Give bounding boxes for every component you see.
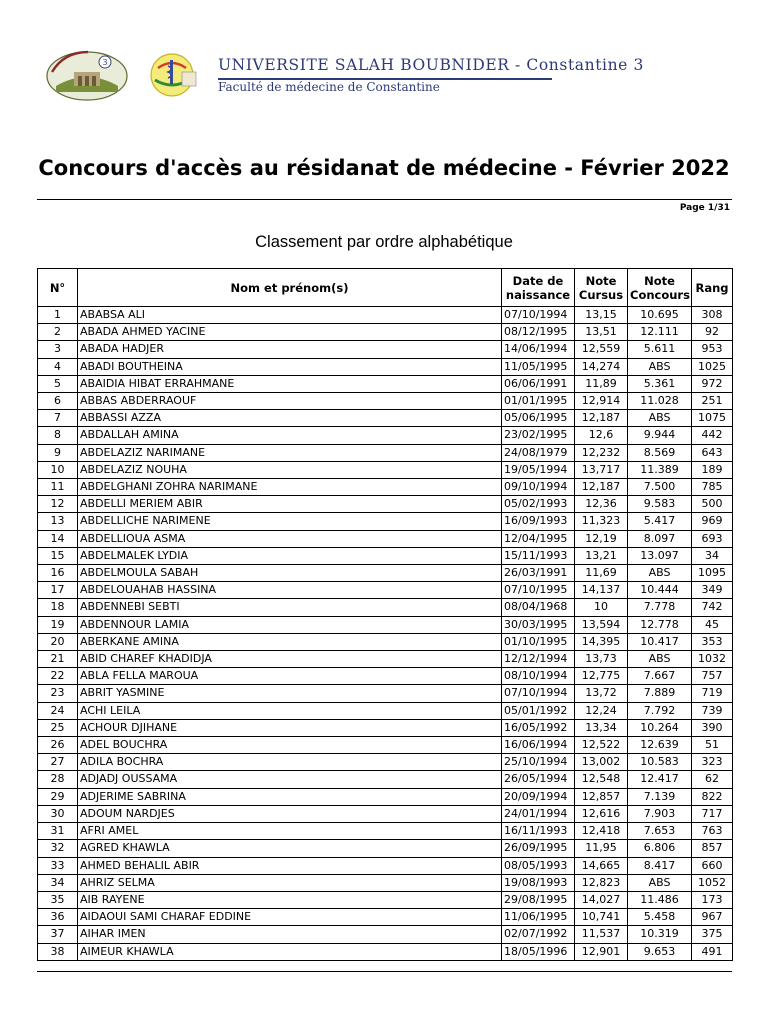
note-concours: 11.389 xyxy=(628,461,692,478)
faculty-logo xyxy=(146,50,202,100)
col-header-cursus: Note Cursus xyxy=(575,269,628,307)
rank: 500 xyxy=(692,496,733,513)
col-header-rank: Rang xyxy=(692,269,733,307)
col-header-number: N° xyxy=(38,269,78,307)
table-row xyxy=(38,909,733,926)
document-header xyxy=(40,44,730,104)
note-concours: 7.903 xyxy=(628,805,692,822)
birth-date: 11/05/1995 xyxy=(502,358,575,375)
rank: 1052 xyxy=(692,874,733,891)
birth-date: 14/06/1994 xyxy=(502,341,575,358)
row-number: 33 xyxy=(38,857,78,874)
note-concours: 12.417 xyxy=(628,771,692,788)
row-number: 16 xyxy=(38,565,78,582)
note-cursus: 12,548 xyxy=(575,771,628,788)
candidate-name: ABRIT YASMINE xyxy=(78,685,502,702)
note-cursus: 12,914 xyxy=(575,393,628,410)
note-concours: ABS xyxy=(628,651,692,668)
table-row xyxy=(38,926,733,943)
candidate-name: AHRIZ SELMA xyxy=(78,874,502,891)
table-row xyxy=(38,324,733,341)
col-header-birthdate: Date de naissance xyxy=(502,269,575,307)
birth-date: 05/01/1992 xyxy=(502,702,575,719)
candidate-name: ABADA HADJER xyxy=(78,341,502,358)
table-row xyxy=(38,719,733,736)
col-header-concours: Note Concours xyxy=(628,269,692,307)
table-row xyxy=(38,840,733,857)
note-concours: 12.778 xyxy=(628,616,692,633)
birth-date: 23/02/1995 xyxy=(502,427,575,444)
candidate-name: ABDELOUAHAB HASSINA xyxy=(78,582,502,599)
rank: 953 xyxy=(692,341,733,358)
candidate-name: ACHI LEILA xyxy=(78,702,502,719)
table-row xyxy=(38,616,733,633)
candidate-name: AHMED BEHALIL ABIR xyxy=(78,857,502,874)
candidate-name: AIB RAYENE xyxy=(78,891,502,908)
candidate-name: ADJERIME SABRINA xyxy=(78,788,502,805)
row-number: 8 xyxy=(38,427,78,444)
table-row xyxy=(38,341,733,358)
candidate-name: ABDELMOULA SABAH xyxy=(78,565,502,582)
candidate-name: ABDELAZIZ NARIMANE xyxy=(78,444,502,461)
rank: 173 xyxy=(692,891,733,908)
table-row xyxy=(38,427,733,444)
row-number: 36 xyxy=(38,909,78,926)
rank: 442 xyxy=(692,427,733,444)
note-concours: ABS xyxy=(628,358,692,375)
table-row xyxy=(38,393,733,410)
row-number: 31 xyxy=(38,823,78,840)
note-cursus: 14,274 xyxy=(575,358,628,375)
note-cursus: 14,665 xyxy=(575,857,628,874)
note-concours: 5.361 xyxy=(628,375,692,392)
note-concours: ABS xyxy=(628,565,692,582)
birth-date: 08/12/1995 xyxy=(502,324,575,341)
table-row xyxy=(38,530,733,547)
rank: 34 xyxy=(692,547,733,564)
candidate-name: ABABSA ALI xyxy=(78,307,502,324)
table-row xyxy=(38,823,733,840)
candidate-name: ABADI BOUTHEINA xyxy=(78,358,502,375)
birth-date: 15/11/1993 xyxy=(502,547,575,564)
row-number: 29 xyxy=(38,788,78,805)
birth-date: 07/10/1995 xyxy=(502,582,575,599)
note-cursus: 12,6 xyxy=(575,427,628,444)
table-row xyxy=(38,874,733,891)
note-cursus: 13,21 xyxy=(575,547,628,564)
note-cursus: 13,717 xyxy=(575,461,628,478)
table-row xyxy=(38,582,733,599)
rank: 323 xyxy=(692,754,733,771)
table-row xyxy=(38,479,733,496)
table-row xyxy=(38,444,733,461)
note-cursus: 14,395 xyxy=(575,633,628,650)
note-concours: 7.778 xyxy=(628,599,692,616)
note-concours: 7.139 xyxy=(628,788,692,805)
note-cursus: 12,24 xyxy=(575,702,628,719)
row-number: 6 xyxy=(38,393,78,410)
table-row xyxy=(38,633,733,650)
note-cursus: 12,187 xyxy=(575,479,628,496)
note-cursus: 11,69 xyxy=(575,565,628,582)
table-row xyxy=(38,668,733,685)
page-number: Page 1/31 xyxy=(679,203,730,213)
rank: 189 xyxy=(692,461,733,478)
rank: 693 xyxy=(692,530,733,547)
birth-date: 26/09/1995 xyxy=(502,840,575,857)
candidate-name: ABDELLICHE NARIMENE xyxy=(78,513,502,530)
table-row xyxy=(38,358,733,375)
rank: 739 xyxy=(692,702,733,719)
birth-date: 05/06/1995 xyxy=(502,410,575,427)
birth-date: 12/04/1995 xyxy=(502,530,575,547)
birth-date: 24/01/1994 xyxy=(502,805,575,822)
document-subtitle: Classement par ordre alphabétique xyxy=(255,233,513,251)
candidate-name: ADOUM NARDJES xyxy=(78,805,502,822)
note-cursus: 13,51 xyxy=(575,324,628,341)
note-concours: 5.458 xyxy=(628,909,692,926)
rank: 969 xyxy=(692,513,733,530)
svg-text:3: 3 xyxy=(102,58,108,67)
row-number: 22 xyxy=(38,668,78,685)
birth-date: 11/06/1995 xyxy=(502,909,575,926)
row-number: 21 xyxy=(38,651,78,668)
birth-date: 02/07/1992 xyxy=(502,926,575,943)
note-cursus: 12,522 xyxy=(575,737,628,754)
table-row xyxy=(38,461,733,478)
note-cursus: 11,323 xyxy=(575,513,628,530)
row-number: 9 xyxy=(38,444,78,461)
candidate-name: ACHOUR DJIHANE xyxy=(78,719,502,736)
rank: 62 xyxy=(692,771,733,788)
rank: 763 xyxy=(692,823,733,840)
candidate-name: ABERKANE AMINA xyxy=(78,633,502,650)
row-number: 1 xyxy=(38,307,78,324)
row-number: 14 xyxy=(38,530,78,547)
row-number: 25 xyxy=(38,719,78,736)
row-number: 27 xyxy=(38,754,78,771)
note-concours: 8.417 xyxy=(628,857,692,874)
note-concours: 10.695 xyxy=(628,307,692,324)
rank: 45 xyxy=(692,616,733,633)
birth-date: 01/10/1995 xyxy=(502,633,575,650)
candidate-name: ABDALLAH AMINA xyxy=(78,427,502,444)
row-number: 3 xyxy=(38,341,78,358)
rank: 349 xyxy=(692,582,733,599)
birth-date: 24/08/1979 xyxy=(502,444,575,461)
row-number: 10 xyxy=(38,461,78,478)
note-cursus: 13,34 xyxy=(575,719,628,736)
faculty-name: Faculté de médecine de Constantine xyxy=(218,80,440,94)
table-row xyxy=(38,496,733,513)
birth-date: 08/04/1968 xyxy=(502,599,575,616)
note-concours: 9.653 xyxy=(628,943,692,960)
table-row xyxy=(38,943,733,960)
row-number: 15 xyxy=(38,547,78,564)
university-name: UNIVERSITE SALAH BOUBNIDER - Constantine 3 xyxy=(218,56,644,74)
note-concours: 5.611 xyxy=(628,341,692,358)
row-number: 28 xyxy=(38,771,78,788)
rank: 92 xyxy=(692,324,733,341)
note-cursus: 11,89 xyxy=(575,375,628,392)
note-concours: 12.639 xyxy=(628,737,692,754)
col-header-name: Nom et prénom(s) xyxy=(78,269,502,307)
note-concours: 13.097 xyxy=(628,547,692,564)
row-number: 18 xyxy=(38,599,78,616)
row-number: 32 xyxy=(38,840,78,857)
title-divider xyxy=(37,199,732,200)
row-number: 12 xyxy=(38,496,78,513)
note-cursus: 10,741 xyxy=(575,909,628,926)
note-concours: 7.500 xyxy=(628,479,692,496)
note-cursus: 12,36 xyxy=(575,496,628,513)
birth-date: 20/09/1994 xyxy=(502,788,575,805)
note-cursus: 12,775 xyxy=(575,668,628,685)
row-number: 23 xyxy=(38,685,78,702)
candidate-name: AIHAR IMEN xyxy=(78,926,502,943)
rank: 822 xyxy=(692,788,733,805)
row-number: 19 xyxy=(38,616,78,633)
table-header-row xyxy=(38,269,733,307)
note-cursus: 12,559 xyxy=(575,341,628,358)
row-number: 4 xyxy=(38,358,78,375)
note-concours: 7.667 xyxy=(628,668,692,685)
candidate-name: ABDELGHANI ZOHRA NARIMANE xyxy=(78,479,502,496)
note-cursus: 12,19 xyxy=(575,530,628,547)
note-concours: 10.264 xyxy=(628,719,692,736)
table-row xyxy=(38,805,733,822)
table-row xyxy=(38,737,733,754)
table-row xyxy=(38,754,733,771)
row-number: 7 xyxy=(38,410,78,427)
birth-date: 07/10/1994 xyxy=(502,685,575,702)
table-row xyxy=(38,771,733,788)
birth-date: 07/10/1994 xyxy=(502,307,575,324)
birth-date: 26/05/1994 xyxy=(502,771,575,788)
row-number: 38 xyxy=(38,943,78,960)
rank: 972 xyxy=(692,375,733,392)
birth-date: 16/06/1994 xyxy=(502,737,575,754)
rank: 390 xyxy=(692,719,733,736)
note-concours: 9.583 xyxy=(628,496,692,513)
note-concours: 8.569 xyxy=(628,444,692,461)
note-cursus: 12,901 xyxy=(575,943,628,960)
birth-date: 01/01/1995 xyxy=(502,393,575,410)
note-cursus: 13,15 xyxy=(575,307,628,324)
table-row xyxy=(38,547,733,564)
table-row xyxy=(38,410,733,427)
rank: 491 xyxy=(692,943,733,960)
birth-date: 16/09/1993 xyxy=(502,513,575,530)
row-number: 34 xyxy=(38,874,78,891)
birth-date: 09/10/1994 xyxy=(502,479,575,496)
rank: 857 xyxy=(692,840,733,857)
note-concours: 9.944 xyxy=(628,427,692,444)
note-concours: 5.417 xyxy=(628,513,692,530)
rank: 353 xyxy=(692,633,733,650)
candidate-name: AIMEUR KHAWLA xyxy=(78,943,502,960)
row-number: 30 xyxy=(38,805,78,822)
birth-date: 29/08/1995 xyxy=(502,891,575,908)
note-cursus: 11,95 xyxy=(575,840,628,857)
table-row xyxy=(38,788,733,805)
table-row xyxy=(38,651,733,668)
rank: 1095 xyxy=(692,565,733,582)
note-concours: 12.111 xyxy=(628,324,692,341)
candidate-name: ABLA FELLA MAROUA xyxy=(78,668,502,685)
candidate-name: ADJADJ OUSSAMA xyxy=(78,771,502,788)
rank: 757 xyxy=(692,668,733,685)
rank: 742 xyxy=(692,599,733,616)
table-row xyxy=(38,857,733,874)
ranking-table xyxy=(37,268,733,961)
birth-date: 25/10/1994 xyxy=(502,754,575,771)
university-seal-logo xyxy=(44,46,130,102)
table-row xyxy=(38,307,733,324)
note-cursus: 14,137 xyxy=(575,582,628,599)
note-concours: 10.583 xyxy=(628,754,692,771)
note-cursus: 13,594 xyxy=(575,616,628,633)
table-row xyxy=(38,375,733,392)
rank: 308 xyxy=(692,307,733,324)
row-number: 26 xyxy=(38,737,78,754)
birth-date: 16/11/1993 xyxy=(502,823,575,840)
candidate-name: ABID CHAREF KHADIDJA xyxy=(78,651,502,668)
candidate-name: AGRED KHAWLA xyxy=(78,840,502,857)
rank: 967 xyxy=(692,909,733,926)
candidate-name: ABDENNEBI SEBTI xyxy=(78,599,502,616)
table-row xyxy=(38,513,733,530)
table-row xyxy=(38,891,733,908)
birth-date: 19/08/1993 xyxy=(502,874,575,891)
birth-date: 08/05/1993 xyxy=(502,857,575,874)
note-concours: 6.806 xyxy=(628,840,692,857)
table-row xyxy=(38,685,733,702)
note-cursus: 12,823 xyxy=(575,874,628,891)
rank: 643 xyxy=(692,444,733,461)
row-number: 11 xyxy=(38,479,78,496)
candidate-name: ABBASSI AZZA xyxy=(78,410,502,427)
rank: 717 xyxy=(692,805,733,822)
rank: 785 xyxy=(692,479,733,496)
note-concours: 7.653 xyxy=(628,823,692,840)
note-cursus: 12,616 xyxy=(575,805,628,822)
birth-date: 26/03/1991 xyxy=(502,565,575,582)
birth-date: 06/06/1991 xyxy=(502,375,575,392)
rank: 1032 xyxy=(692,651,733,668)
candidate-name: ADEL BOUCHRA xyxy=(78,737,502,754)
note-cursus: 12,232 xyxy=(575,444,628,461)
candidate-name: AFRI AMEL xyxy=(78,823,502,840)
note-cursus: 13,72 xyxy=(575,685,628,702)
rank: 1025 xyxy=(692,358,733,375)
note-cursus: 12,187 xyxy=(575,410,628,427)
candidate-name: ABDELLIOUA ASMA xyxy=(78,530,502,547)
table-row xyxy=(38,702,733,719)
birth-date: 08/10/1994 xyxy=(502,668,575,685)
row-number: 37 xyxy=(38,926,78,943)
birth-date: 12/12/1994 xyxy=(502,651,575,668)
birth-date: 18/05/1996 xyxy=(502,943,575,960)
candidate-name: AIDAOUI SAMI CHARAF EDDINE xyxy=(78,909,502,926)
candidate-name: ABDELMALEK LYDIA xyxy=(78,547,502,564)
note-concours: ABS xyxy=(628,410,692,427)
footer-divider xyxy=(37,971,732,972)
candidate-name: ABDELAZIZ NOUHA xyxy=(78,461,502,478)
birth-date: 05/02/1993 xyxy=(502,496,575,513)
rank: 51 xyxy=(692,737,733,754)
note-cursus: 12,857 xyxy=(575,788,628,805)
note-cursus: 14,027 xyxy=(575,891,628,908)
row-number: 2 xyxy=(38,324,78,341)
note-cursus: 11,537 xyxy=(575,926,628,943)
note-concours: 10.444 xyxy=(628,582,692,599)
note-cursus: 13,002 xyxy=(575,754,628,771)
candidate-name: ADILA BOCHRA xyxy=(78,754,502,771)
note-concours: 8.097 xyxy=(628,530,692,547)
candidate-name: ABDENNOUR LAMIA xyxy=(78,616,502,633)
birth-date: 30/03/1995 xyxy=(502,616,575,633)
note-cursus: 12,418 xyxy=(575,823,628,840)
note-concours: 11.028 xyxy=(628,393,692,410)
note-concours: 7.792 xyxy=(628,702,692,719)
row-number: 24 xyxy=(38,702,78,719)
birth-date: 19/05/1994 xyxy=(502,461,575,478)
rank: 719 xyxy=(692,685,733,702)
row-number: 17 xyxy=(38,582,78,599)
row-number: 20 xyxy=(38,633,78,650)
note-concours: 10.319 xyxy=(628,926,692,943)
rank: 1075 xyxy=(692,410,733,427)
rank: 251 xyxy=(692,393,733,410)
candidate-name: ABBAS ABDERRAOUF xyxy=(78,393,502,410)
note-cursus: 13,73 xyxy=(575,651,628,668)
row-number: 13 xyxy=(38,513,78,530)
candidate-name: ABADA AHMED YACINE xyxy=(78,324,502,341)
note-concours: 7.889 xyxy=(628,685,692,702)
rank: 660 xyxy=(692,857,733,874)
table-row xyxy=(38,599,733,616)
candidate-name: ABDELLI MERIEM ABIR xyxy=(78,496,502,513)
note-concours: 10.417 xyxy=(628,633,692,650)
row-number: 5 xyxy=(38,375,78,392)
row-number: 35 xyxy=(38,891,78,908)
rank: 375 xyxy=(692,926,733,943)
table-row xyxy=(38,565,733,582)
document-title: Concours d'accès au résidanat de médecine - Février 2022 xyxy=(38,156,730,180)
note-concours: ABS xyxy=(628,874,692,891)
birth-date: 16/05/1992 xyxy=(502,719,575,736)
note-concours: 11.486 xyxy=(628,891,692,908)
note-cursus: 10 xyxy=(575,599,628,616)
candidate-name: ABAIDIA HIBAT ERRAHMANE xyxy=(78,375,502,392)
